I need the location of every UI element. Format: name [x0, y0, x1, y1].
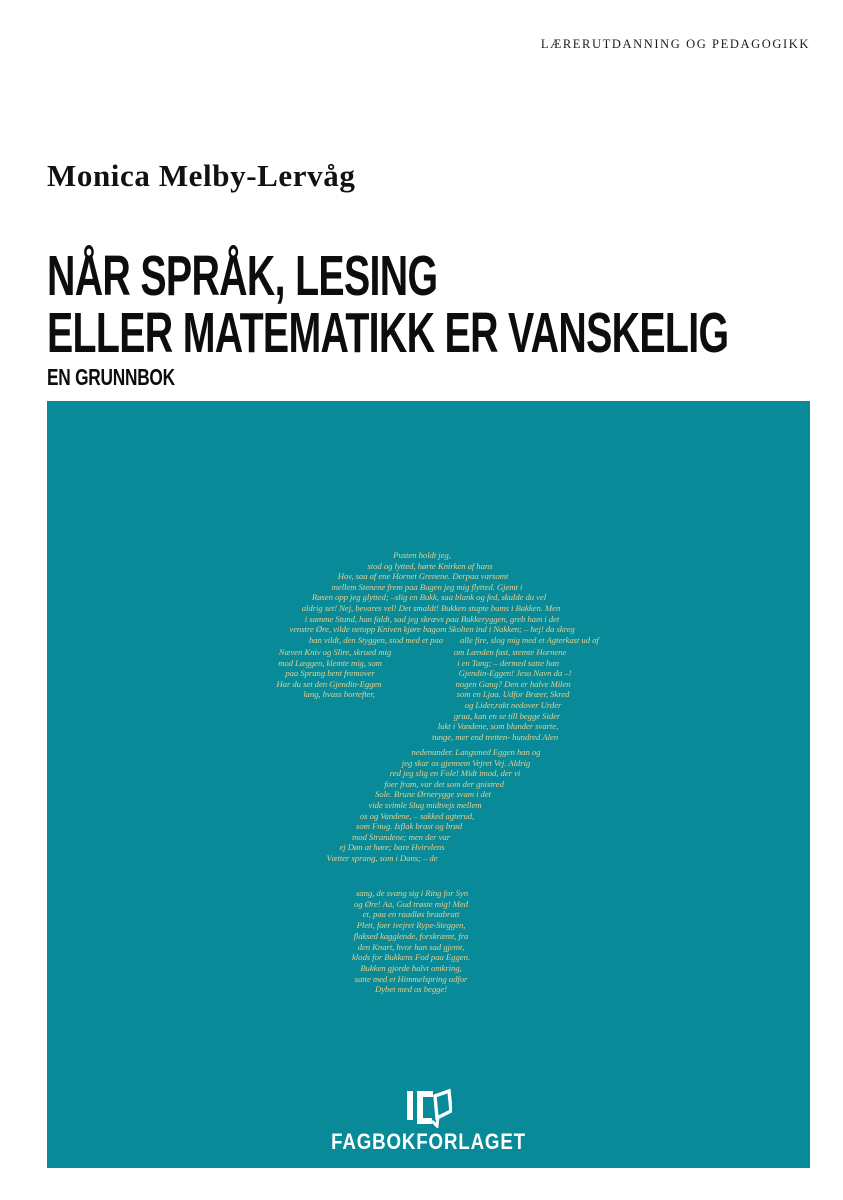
title-line-2: ELLER MATEMATIKK ER VANSKELIG [47, 301, 729, 365]
question-mark-text-segment: han vildt, den Styggen, stod med et paa [308, 634, 443, 645]
question-mark-text-line: mod Læggen, klemte mig, som [278, 657, 382, 668]
question-mark-text-line: vide svimle Slug midtvejs mellem [368, 800, 482, 810]
question-mark-text-line: et, paa en raadløs braabratt [362, 909, 460, 920]
question-mark-text-line: Bukken gjorde halvt omkring, [360, 962, 462, 973]
question-mark-text-line: paa Sprang bent fremover [285, 668, 375, 679]
question-mark-text-line: mod Strandene; men der var [351, 831, 451, 842]
subtitle: EN GRUNNBOK [47, 364, 175, 390]
question-mark-text-line: ej Døn at høre; bare Hvirvlens [339, 842, 445, 853]
question-mark-text-line: Næven Kniv og Slire, skrued mig [278, 647, 392, 657]
question-mark-text-line: og Lider,rakt nedover Urder [464, 700, 562, 710]
question-mark-text-line: Gjendin-Eggen! Jesu Navn da –! [458, 668, 572, 679]
question-mark-text-art [47, 401, 810, 1168]
question-mark-text-line: stod og lytted, hørte Knirken af hans [367, 560, 493, 571]
question-mark-text-line: nedenunder. Langsmed Eggen han og [411, 747, 541, 757]
question-mark-text-line: os og Vandene, – sakked agterud, [359, 810, 475, 821]
question-mark-text-line: mellem Stenene frem paa Bugen jeg mig flytted. Gjemt i [331, 581, 523, 592]
question-mark-text-line: Har du set den Gjendin-Eggen [276, 678, 382, 689]
question-mark-text-line: Sole. Brune Ørnerygge svam i det [374, 789, 492, 800]
question-mark-text-line: klods for Bukkens Fod paa Eggen. [352, 952, 470, 963]
question-mark-text-line: Røsen opp jeg glytted; –slig en Bukk, saa blank og fed, skulde du vel [311, 592, 547, 603]
question-mark-text-line: nogen Gang? Den er halve Milen [455, 678, 571, 689]
question-mark-text-line: flaksed kagglende, forskræmt, fra [353, 930, 469, 941]
question-mark-text-line: lukt i Vandene, som blunder svarte, [437, 721, 559, 732]
question-mark-text-line: tunge, mer end tretten- hundred Alen [431, 731, 559, 742]
question-mark-text-line: graa, kan en se till begge Sider [453, 710, 561, 721]
question-mark-text-line: aldrig set! Nej, bevares vel! Det smaldt! Bukken stupte bums i Bakken. Men [301, 603, 561, 613]
question-mark-text-line: i en Tang; – dermed satte han [457, 657, 559, 668]
open-book-icon [406, 1087, 452, 1128]
question-mark-text-line: om Lænden fast, stemte Hornene [453, 647, 567, 657]
question-mark-text-line: venstre Øre, vilde netopp Kniven kjøre bagom Skolten ind i Nakken; – hej! da skreg [289, 624, 575, 635]
question-mark-text-segment: alle fire, slog mig med et Agterkast ud af [460, 634, 599, 645]
cover-art-square [47, 401, 810, 1168]
publisher-name: FAGBOKFORLAGET [331, 1129, 526, 1154]
question-mark-text-line: Dybet med os begge! [374, 984, 448, 995]
title-block [47, 244, 843, 390]
question-mark-text-line: som en Ljaa. Udfor Bræer, Skred [456, 689, 570, 700]
author-name: Monica Melby-Lervåg [47, 158, 356, 193]
series-label: LÆRERUTDANNING OG PEDAGOGIKK [540, 37, 810, 51]
question-mark-text-line: foer fram, var det som der gnistred [384, 778, 504, 789]
question-mark-text-line: satte med et Himmelspring udfor [354, 973, 468, 984]
question-mark-text-line: som Fnug. Isflak brast og brød [356, 821, 462, 832]
question-mark-text-line [47, 635, 810, 646]
question-mark-text-line: og Øre! Aa, Gud trøste mig! Med [354, 898, 468, 909]
title-line-1: NÅR SPRÅK, LESING [47, 244, 438, 308]
publisher-logo [47, 1087, 810, 1155]
question-mark-text-line: Vætter sprang, som i Dans; – de [326, 853, 438, 863]
question-mark-text-line: i samme Stund, han faldt, sad jeg skrævs paa Bukkeryggen, greb ham i det [304, 613, 560, 624]
question-mark-text-line: Plett, foer ivejret Rype-Steggen, [356, 920, 466, 931]
question-mark-text-line: Hov, saa af ene Hornet Grenene. Derpaa varsomt [337, 571, 509, 582]
question-mark-text-line: jeg skar os gjennem Vejret Vej. Aldrig [401, 757, 531, 768]
question-mark-text-line: sang, de svang sig i Ring for Syn [355, 888, 469, 898]
question-mark-text-line: Pusten holdt jeg, [393, 550, 451, 560]
question-mark-text-line: den Knart, hvor han sad gjemt, [357, 941, 465, 952]
question-mark-text-line: lang, hvass bortefter, [303, 689, 375, 700]
question-mark-text-line: red jeg slig en Fole! Midt imod, der vi [389, 768, 521, 779]
